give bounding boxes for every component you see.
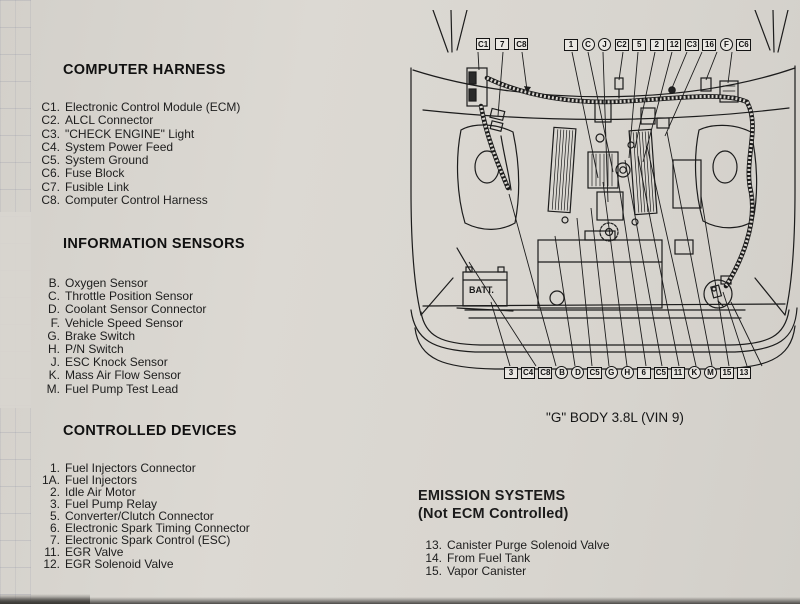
legend-item — [36, 368, 245, 381]
legend-item-number: 6. — [49, 521, 60, 535]
callout-label: C1 — [478, 39, 489, 49]
callout-label: C5 — [589, 368, 600, 377]
battery — [457, 248, 513, 311]
callout-label: 3 — [504, 367, 518, 379]
callout-row-top-right — [564, 38, 751, 51]
legend-item-label: EGR Valve — [65, 545, 124, 559]
legend-item — [36, 140, 240, 153]
callout-label: C8 — [516, 39, 527, 49]
legend-item-number: 7. — [49, 533, 60, 547]
legend-item-label: Throttle Position Sensor — [65, 289, 194, 304]
legend-item-number: K. — [48, 368, 60, 383]
right-accessory-boxes — [673, 160, 731, 284]
callout-label: 15 — [720, 367, 734, 379]
legend-item-label: Computer Control Harness — [65, 193, 208, 208]
emission-title-line1: EMISSION SYSTEMS — [418, 488, 566, 504]
legend-item-number: B. — [48, 276, 60, 290]
legend-item — [36, 382, 245, 395]
legend-item — [36, 461, 250, 473]
legend-item — [36, 127, 240, 140]
legend-item-label: ALCL Connector — [65, 113, 154, 128]
legend-item-number: G. — [47, 328, 60, 343]
callout-label: C — [582, 38, 595, 51]
valve-cover-left — [548, 127, 576, 212]
section-title: INFORMATION SENSORS — [63, 236, 245, 252]
section-computer-harness — [36, 62, 240, 206]
legend-item — [36, 485, 250, 497]
callout-label: 11 — [671, 367, 685, 379]
information-sensors-list — [36, 276, 245, 395]
legend-item-number: C. — [48, 289, 60, 304]
legend-item — [36, 521, 250, 533]
callout-label: H — [621, 366, 634, 379]
legend-item — [36, 276, 245, 289]
legend-item-label: Fuel Injectors Connector — [65, 461, 196, 475]
legend-item-label: EGR Solenoid Valve — [65, 557, 174, 571]
callout-label: 6 — [637, 367, 651, 379]
legend-item — [36, 153, 240, 166]
engine-compartment-diagram — [405, 10, 800, 402]
callout-label: G — [605, 366, 618, 379]
legend-item — [36, 193, 240, 206]
legend-item-label: Coolant Sensor Connector — [65, 302, 207, 317]
legend-item-label: System Ground — [65, 153, 149, 168]
legend-item — [36, 329, 245, 342]
callout-label: B — [555, 366, 568, 379]
ghost-table-fade — [0, 212, 31, 408]
emission-systems-list — [418, 538, 610, 578]
legend-item-label: Oxygen Sensor — [65, 276, 148, 290]
leader-lines-top — [478, 52, 732, 202]
callout-label: 5 — [632, 39, 646, 51]
callout-label: C8 — [540, 368, 551, 377]
legend-item-label: Idle Air Motor — [65, 485, 136, 499]
legend-item — [36, 100, 240, 113]
callout-row-top-left — [476, 38, 528, 50]
legend-item-number: C3. — [41, 126, 60, 141]
legend-item-label: Electronic Control Module (ECM) — [65, 100, 241, 114]
legend-item-label: Vehicle Speed Sensor — [65, 315, 184, 330]
legend-item-label: Fuel Injectors — [65, 473, 138, 487]
callout-label: F — [720, 38, 733, 51]
callout-label: K — [688, 366, 701, 379]
legend-item — [36, 557, 250, 569]
legend-item — [36, 316, 245, 329]
legend-item — [36, 302, 245, 315]
diagram-line-art — [405, 10, 800, 402]
callout-label: C3 — [686, 40, 697, 49]
legend-item-label: ESC Knock Sensor — [65, 355, 168, 370]
legend-item — [36, 166, 240, 179]
section-emission-systems — [418, 487, 610, 578]
legend-item-number: J. — [50, 355, 60, 370]
callout-label: C5 — [655, 368, 666, 377]
section-controlled-devices — [36, 423, 250, 569]
legend-item — [36, 289, 245, 302]
callout-label: 2 — [650, 39, 664, 51]
controlled-devices-list — [36, 461, 250, 569]
section-title: CONTROLLED DEVICES — [63, 423, 237, 439]
legend-item-number: 5. — [49, 509, 60, 523]
legend-item-number: 14. — [425, 551, 442, 566]
legend-item-label: Fuel Pump Relay — [65, 497, 158, 511]
emission-title-line2: (Not ECM Controlled) — [418, 506, 569, 522]
legend-item-number: C4. — [41, 139, 60, 154]
legend-item-number: 12. — [43, 557, 60, 571]
computer-harness-list — [36, 100, 240, 206]
callout-label: C6 — [738, 40, 749, 49]
legend-item-number: C7. — [41, 179, 60, 194]
legend-item-label: Brake Switch — [65, 328, 136, 343]
legend-item — [36, 533, 250, 545]
callout-label: C4 — [523, 368, 534, 377]
callout-label: 16 — [702, 39, 716, 51]
wiring-harness — [481, 78, 753, 286]
legend-item-label: "CHECK ENGINE" Light — [65, 126, 195, 141]
legend-item — [418, 538, 610, 551]
legend-item — [36, 497, 250, 509]
leader-lines-bottom — [469, 132, 762, 366]
diagram-caption: "G" BODY 3.8L (VIN 9) — [546, 410, 684, 425]
legend-item — [418, 551, 610, 564]
legend-item-label: Converter/Clutch Connector — [65, 509, 214, 523]
legend-item-number: D. — [48, 302, 60, 317]
legend-item — [36, 342, 245, 355]
legend-item-number: C1. — [41, 100, 60, 114]
battery-label: BATT. — [469, 285, 494, 295]
legend-item-label: Mass Air Flow Sensor — [65, 368, 182, 383]
legend-item — [418, 564, 610, 577]
legend-item-label: System Power Feed — [65, 139, 174, 154]
legend-item-label: P/N Switch — [65, 341, 124, 356]
legend-item-number: C8. — [41, 193, 60, 208]
legend-item-label: Vapor Canister — [447, 564, 527, 579]
legend-item-number: 1A. — [41, 473, 60, 487]
legend-item-label: Fusible Link — [65, 179, 130, 194]
legend-item — [36, 509, 250, 521]
legend-item-label: From Fuel Tank — [447, 551, 531, 566]
callout-label: 13 — [737, 367, 751, 379]
legend-item-number: 1. — [49, 461, 60, 475]
section-title: COMPUTER HARNESS — [63, 62, 226, 78]
legend-item-number: C2. — [41, 113, 60, 128]
legend-item-label: Electronic Spark Timing Connector — [65, 521, 250, 535]
callout-label: 12 — [667, 39, 681, 51]
legend-item-number: 2. — [49, 485, 60, 499]
legend-item-number: M. — [46, 381, 60, 396]
callout-label: 7 — [495, 38, 509, 50]
callout-label: C2 — [616, 40, 627, 49]
callout-row-bottom — [504, 366, 751, 379]
legend-item-number: C6. — [41, 166, 60, 181]
legend-item-number: 3. — [49, 497, 60, 511]
callout-label: J — [598, 38, 611, 51]
legend-item-label: Fuel Pump Test Lead — [65, 381, 179, 396]
callout-label: D — [571, 366, 584, 379]
legend-item-label: Canister Purge Solenoid Valve — [447, 538, 610, 552]
callout-label: 1 — [564, 39, 578, 51]
section-information-sensors — [36, 236, 245, 395]
legend-item — [36, 355, 245, 368]
front-bumper — [411, 308, 797, 369]
legend-item-label: Electronic Spark Control (ESC) — [65, 533, 231, 547]
legend-item-number: C5. — [41, 153, 60, 168]
page-corner-shadow — [0, 594, 90, 604]
callout-label: M — [704, 366, 717, 379]
legend-item — [36, 113, 240, 126]
legend-item-number: H. — [48, 341, 60, 356]
page-bottom-shadow — [0, 597, 800, 604]
legend-item-number: F. — [50, 315, 60, 330]
legend-item-label: Fuse Block — [65, 166, 125, 181]
legend-item-number: 11. — [44, 545, 60, 559]
legend-item-number: 13. — [425, 538, 442, 552]
legend-item-number: 15. — [425, 564, 442, 579]
air-cleaner-housing — [538, 231, 662, 308]
legend-item — [36, 180, 240, 193]
